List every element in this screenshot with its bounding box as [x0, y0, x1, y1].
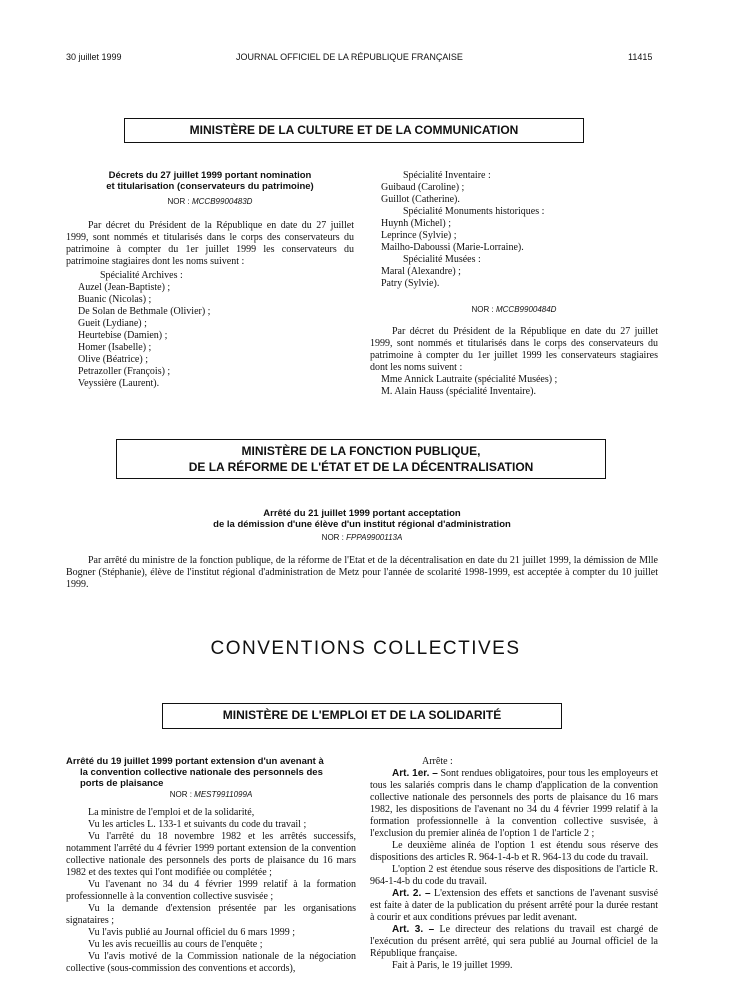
list-item: Petrazoller (François) ;	[78, 366, 171, 377]
arrete-label: Arrête :	[422, 756, 453, 767]
names-list-2	[370, 374, 658, 398]
fonction-ministry-box	[116, 439, 606, 479]
list-item: Leprince (Sylvie) ;	[381, 230, 457, 241]
fonction-paragraph: Par arrêté du ministre de la fonction publique, de la réforme de l'Etat et de la décentralisation en date du 21 juillet 1999, la démission de Mlle Bogner (Stéphanie), élève de l'institut régional d'administration de Metz pour l'année de scolarité 1998-1999, est acceptée à compter du 10 juillet 1999.	[66, 555, 658, 590]
arrete-title-line-2: de la démission d'une élève d'un institut régional d'administration	[213, 519, 511, 530]
culture-ministry-box: MINISTÈRE DE LA CULTURE ET DE LA COMMUNICATION	[124, 118, 584, 143]
list-item: Auzel (Jean-Baptiste) ;	[78, 282, 171, 293]
spec-monuments-label: Spécialité Monuments historiques :	[403, 206, 545, 217]
article-1-paragraph-2: Le deuxième alinéa de l'option 1 est étendu sous réserve des dispositions des articles R. 964-1-4-b et R. 964-13 du code du travail.	[370, 840, 658, 863]
fonction-ministry-line-1: MINISTÈRE DE LA FONCTION PUBLIQUE,	[241, 444, 481, 458]
visa-paragraph: Vu les articles L. 133-1 et suivants du code du travail ;	[88, 819, 307, 830]
article-3: Art. 3. – Le directeur des relations du travail est chargé de l'exécution du présent arrêté, qui sera publié au Journal officiel de la République française.	[370, 924, 658, 959]
list-item: Buanic (Nicolas) ;	[78, 294, 152, 305]
decree-paragraph-1: Par décret du Président de la République en date du 27 juillet 1999, sont nommés et titularisés dans le corps des conservateurs du patrimoine à compter du 1er juillet 1999 les conservateurs du patrimoine stagiaires dont les noms suivent :	[66, 220, 354, 267]
visa-paragraph: Vu les avis recueillis au cours de l'enquête ;	[88, 939, 263, 950]
spec-musees-label: Spécialité Musées :	[403, 254, 481, 265]
emploi-ministry-box: MINISTÈRE DE L'EMPLOI ET DE LA SOLIDARITÉ	[162, 703, 562, 729]
list-item: Heurtebise (Damien) ;	[78, 330, 168, 341]
emploi-right-column	[370, 756, 658, 972]
article-1-paragraph-3: L'option 2 est étendue sous réserve des dispositions de l'article R. 964-1-4-b du code du travail.	[370, 864, 658, 887]
header-page: 11415	[628, 52, 653, 62]
visa-paragraph: Vu l'avenant no 34 du 4 février 1999 relatif à la formation professionnelle à la convention collective susvisée ;	[66, 879, 356, 902]
list-item: Patry (Sylvie).	[381, 278, 440, 289]
header-date: 30 juillet 1999	[66, 52, 122, 62]
other-specialties-list	[370, 170, 658, 290]
list-item: Homer (Isabelle) ;	[78, 342, 152, 353]
list-item: M. Alain Hauss (spécialité Inventaire).	[381, 386, 536, 397]
decree-title-line-2: et titularisation (conservateurs du patrimoine)	[106, 181, 314, 192]
culture-left-column	[66, 170, 354, 390]
conventions-heading: CONVENTIONS COLLECTIVES	[210, 638, 521, 659]
list-item: Huynh (Michel) ;	[381, 218, 451, 229]
emploi-left-column	[66, 756, 356, 975]
arrete-title-line-1: Arrêté du 21 juillet 1999 portant acceptation	[263, 508, 461, 519]
fonction-ministry-line-2: DE LA RÉFORME DE L'ÉTAT ET DE LA DÉCENTRALISATION	[188, 460, 534, 474]
list-item: Mme Annick Lautraite (spécialité Musées) ;	[381, 374, 558, 385]
fonction-section	[66, 508, 658, 591]
visa-paragraph: Vu l'avis publié au Journal officiel du 6 mars 1999 ;	[88, 927, 296, 938]
emploi-title-line-2: la convention collective nationale des personnels des	[80, 767, 323, 778]
article-2: Art. 2. – L'extension des effets et sanctions de l'avenant susvisé est faite à dater de la publication du présent arrêté pour la durée restant à courir et aux conditions prévues par ledit avenant.	[370, 888, 659, 923]
decree-title-line-1: Décrets du 27 juillet 1999 portant nomination	[108, 170, 312, 181]
nor-reference-2: NOR : MCCB9900484D	[471, 305, 557, 314]
emploi-title-line-1: Arrêté du 19 juillet 1999 portant extension d'un avenant à	[66, 756, 324, 767]
article-1: Art. 1er. – Sont rendues obligatoires, pour tous les employeurs et tous les salariés compris dans le champ d'application de la convention collective nationale des personnels des ports de plaisance du 16 mars 1982, les dispositions de l'avenant no 34 du 4 février 1999 relatif à la formation professionnelle à la convention collective susvisée, à l'exclusion du premier alinéa de l'option 1 de l'article 2 ;	[370, 768, 659, 839]
list-item: Veyssière (Laurent).	[78, 378, 160, 389]
spec-inventaire-label: Spécialité Inventaire :	[403, 170, 491, 181]
list-item: Guillot (Catherine).	[381, 194, 460, 205]
list-item: Mailho-Daboussi (Marie-Lorraine).	[381, 242, 524, 253]
list-item: Gueit (Lydiane) ;	[78, 318, 147, 329]
emploi-title-line-3: ports de plaisance	[80, 778, 164, 789]
archives-list	[66, 270, 354, 390]
list-item: Maral (Alexandre) ;	[381, 266, 461, 277]
visas-list	[66, 807, 356, 975]
visa-paragraph: Vu l'arrêté du 18 novembre 1982 et les arrêtés successifs, notamment l'arrêté du 4 février 1999 portant extension de la convention collective nationale des personnels des ports de plaisance du 16 mars 1982 et des textes qui l'ont modifiée ou complétée ;	[66, 831, 356, 878]
signature-date: Fait à Paris, le 19 juillet 1999.	[392, 960, 513, 971]
nor-reference-3: NOR : FPPA9900113A	[321, 533, 403, 542]
list-item: Olive (Béatrice) ;	[78, 354, 148, 365]
list-item: De Solan de Bethmale (Olivier) ;	[78, 306, 211, 317]
nor-reference-1: NOR : MCCB9900483D	[167, 197, 253, 206]
decree-paragraph-2: Par décret du Président de la République en date du 27 juillet 1999, sont nommés et titularisés dans le corps des conservateurs du patrimoine à compter du 1er juillet 1999 les conservateurs stagiaires dont les noms suivent :	[370, 326, 658, 373]
list-item: Guibaud (Caroline) ;	[381, 182, 465, 193]
visa-paragraph: Vu l'avis motivé de la Commission nationale de la négociation collective (sous-commission des conventions et accords),	[66, 951, 356, 974]
nor-reference-4: NOR : MEST9911099A	[169, 790, 253, 799]
culture-right-column	[370, 170, 658, 398]
spec-archives-label: Spécialité Archives :	[100, 270, 183, 281]
visa-paragraph: Vu la demande d'extension présentée par les organisations signataires ;	[66, 903, 356, 926]
visa-paragraph: La ministre de l'emploi et de la solidarité,	[88, 807, 255, 818]
header-journal: JOURNAL OFFICIEL DE LA RÉPUBLIQUE FRANÇAISE	[236, 52, 463, 62]
